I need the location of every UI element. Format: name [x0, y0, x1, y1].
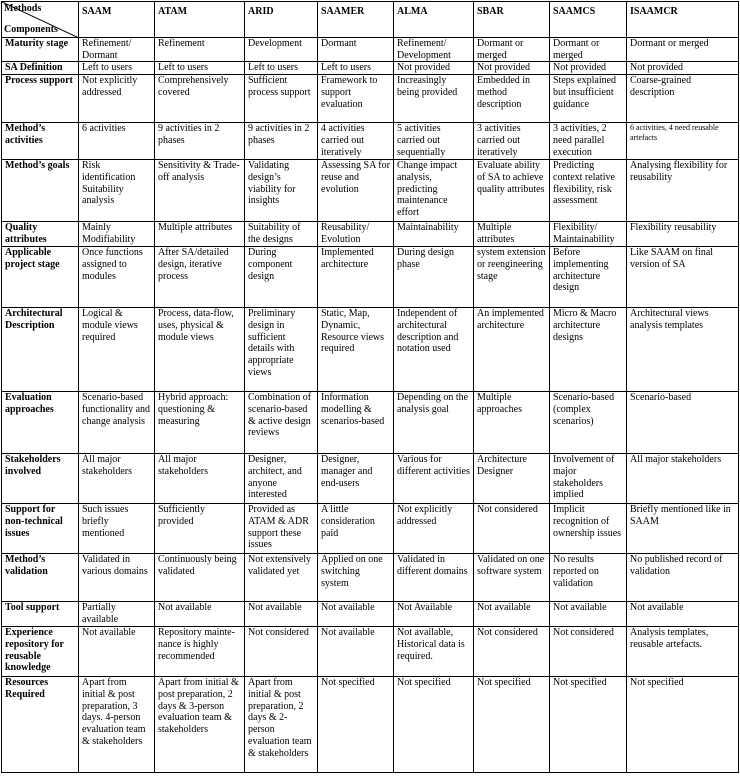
table-cell: Analysing flexibility for reusability — [627, 160, 739, 222]
table-cell: Assessing SA for reuse and evolution — [318, 160, 394, 222]
column-header: SAAM — [79, 2, 155, 38]
row-label: Method’s validation — [2, 554, 79, 602]
table-cell: Implicit recognition of ownership issues — [550, 504, 627, 554]
table-cell: Multiple attributes — [155, 222, 245, 247]
table-cell: Not extensively validated yet — [245, 554, 318, 602]
table-cell: Not specified — [627, 677, 739, 773]
table-cell: 6 activities — [79, 123, 155, 160]
table-cell: Not specified — [550, 677, 627, 773]
table-cell: During component design — [245, 247, 318, 308]
table-cell: Not specified — [318, 677, 394, 773]
table-cell: All major stakeholders — [627, 454, 739, 504]
row-label: Experience repository for reusable knowledge — [2, 627, 79, 677]
table-cell: Analysis templates, reusable artefacts. — [627, 627, 739, 677]
column-header: ARID — [245, 2, 318, 38]
table-cell: Sensitivity & Trade-off analysis — [155, 160, 245, 222]
row-label: Tool support — [2, 602, 79, 627]
table-cell: Logical & module views required — [79, 308, 155, 392]
table-cell: Not explicitly addressed — [394, 504, 474, 554]
table-cell: Refinement/ Dormant — [79, 38, 155, 62]
table-cell: Multiple approaches — [474, 392, 550, 454]
table-cell: Apart from initial & post preparation, 2 days & 3-person evaluation team & stakeholders — [155, 677, 245, 773]
table-cell: 6 activities, 4 need reusable artefacts — [627, 123, 739, 160]
column-header: SAAMCS — [550, 2, 627, 38]
table-cell: Process, data-flow, uses, physical & module views — [155, 308, 245, 392]
table-cell: Dormant or merged — [474, 38, 550, 62]
table-row — [2, 454, 739, 504]
table-cell: Designer, manager and end-users — [318, 454, 394, 504]
table-cell: Maintainability — [394, 222, 474, 247]
table-cell: Embedded in method description — [474, 75, 550, 123]
header-row — [2, 2, 739, 38]
table-cell: Not available — [318, 602, 394, 627]
table-cell: 9 activities in 2 phases — [155, 123, 245, 160]
table-cell: Risk identification Suitability analysis — [79, 160, 155, 222]
comparison-table — [1, 1, 739, 773]
table-cell: An implemented architecture — [474, 308, 550, 392]
table-cell: Steps explained but insufficient guidance — [550, 75, 627, 123]
corner-methods-label: Methods — [4, 3, 42, 14]
table-cell: Micro & Macro architecture designs — [550, 308, 627, 392]
table-cell: Sufficiently provided — [155, 504, 245, 554]
row-label: Quality attributes — [2, 222, 79, 247]
table-row — [2, 308, 739, 392]
table-row — [2, 160, 739, 222]
table-cell: Repository mainte-nance is highly recommended — [155, 627, 245, 677]
table-cell: Multiple attributes — [474, 222, 550, 247]
row-label: Evaluation approaches — [2, 392, 79, 454]
table-cell: During design phase — [394, 247, 474, 308]
table-cell: Development — [245, 38, 318, 62]
table-cell: Applied on one switching system — [318, 554, 394, 602]
table-row — [2, 677, 739, 773]
table-cell: Not available — [318, 627, 394, 677]
column-header: SBAR — [474, 2, 550, 38]
table-cell: Mainly Modifiability — [79, 222, 155, 247]
table-body — [2, 38, 739, 773]
table-cell: 5 activities carried out sequentially — [394, 123, 474, 160]
table-cell: Depending on the analysis goal — [394, 392, 474, 454]
column-header: ISAAMCR — [627, 2, 739, 38]
table-cell: Not considered — [550, 627, 627, 677]
row-label: Architectural Description — [2, 308, 79, 392]
table-cell: Not available, Historical data is required. — [394, 627, 474, 677]
table-cell: Left to users — [79, 62, 155, 75]
table-cell: Architectural views analysis templates — [627, 308, 739, 392]
table-cell: Provided as ATAM & ADR support these issues — [245, 504, 318, 554]
table-cell: Predicting context relative flexibility, risk assessment — [550, 160, 627, 222]
table-cell: Not specified — [474, 677, 550, 773]
table-cell: 3 activities, 2 need parallel execution — [550, 123, 627, 160]
table-row — [2, 123, 739, 160]
column-header: SAAMER — [318, 2, 394, 38]
table-cell: Refinement/ Development — [394, 38, 474, 62]
table-cell: Scenario-based functionality and change analysis — [79, 392, 155, 454]
table-cell: Not available — [245, 602, 318, 627]
table-cell: No published record of validation — [627, 554, 739, 602]
table-row — [2, 38, 739, 62]
table-cell: Not Available — [394, 602, 474, 627]
table-cell: All major stakeholders — [79, 454, 155, 504]
table-cell: system extension or reengineering stage — [474, 247, 550, 308]
row-label: Applicable project stage — [2, 247, 79, 308]
table-cell: Briefly mentioned like in SAAM — [627, 504, 739, 554]
table-cell: Change impact analysis, predicting maintenance effort — [394, 160, 474, 222]
table-row — [2, 75, 739, 123]
table-cell: Information modelling & scenarios-based — [318, 392, 394, 454]
row-label: Method’s goals — [2, 160, 79, 222]
table-cell: Not available — [550, 602, 627, 627]
table-row — [2, 554, 739, 602]
table-cell: Combination of scenario-based & active design reviews — [245, 392, 318, 454]
table-cell: Increasingly being provided — [394, 75, 474, 123]
table-cell: Reusability/ Evolution — [318, 222, 394, 247]
row-label: Resources Required — [2, 677, 79, 773]
row-label: Stakeholders involved — [2, 454, 79, 504]
table-cell: Involvement of major stakeholders implied — [550, 454, 627, 504]
table-cell: Hybrid approach: questioning & measuring — [155, 392, 245, 454]
column-header: ALMA — [394, 2, 474, 38]
table-cell: Evaluate ability of SA to achieve quality attributes — [474, 160, 550, 222]
table-cell: No results reported on validation — [550, 554, 627, 602]
table-cell: Apart from initial & post preparation, 2 days & 2-person evaluation team & stakeholders — [245, 677, 318, 773]
table-cell: Preliminary design in sufficient details with appropriate views — [245, 308, 318, 392]
corner-cell — [2, 2, 79, 38]
table-cell: Before implementing architecture design — [550, 247, 627, 308]
table-cell: Comprehensively covered — [155, 75, 245, 123]
table-cell: Scenario-based — [627, 392, 739, 454]
table-cell: Not provided — [627, 62, 739, 75]
table-cell: Once functions assigned to modules — [79, 247, 155, 308]
table-cell: Not available — [155, 602, 245, 627]
table-cell: Independent of architectural description and notation used — [394, 308, 474, 392]
table-cell: Not provided — [394, 62, 474, 75]
table-row — [2, 602, 739, 627]
row-label: Support for non-technical issues — [2, 504, 79, 554]
table-cell: Not provided — [550, 62, 627, 75]
row-label: Method’s activities — [2, 123, 79, 160]
table-cell: Such issues briefly mentioned — [79, 504, 155, 554]
table-cell: Not specified — [394, 677, 474, 773]
table-cell: 3 activities carried out iteratively — [474, 123, 550, 160]
corner-components-label: Components — [4, 24, 58, 36]
table-cell: Partially available — [79, 602, 155, 627]
table-cell: Flexibility reusability — [627, 222, 739, 247]
table-cell: Not available — [79, 627, 155, 677]
table-cell: After SA/detailed design, iterative process — [155, 247, 245, 308]
table-cell: Static, Map, Dynamic, Resource views required — [318, 308, 394, 392]
table-cell: Dormant or merged — [550, 38, 627, 62]
table-cell: Validated in different domains — [394, 554, 474, 602]
table-cell: Like SAAM on final version of SA — [627, 247, 739, 308]
table-row — [2, 392, 739, 454]
table-cell: Continuously being validated — [155, 554, 245, 602]
row-label: Maturity stage — [2, 38, 79, 62]
column-header: ATAM — [155, 2, 245, 38]
table-cell: Sufficient process support — [245, 75, 318, 123]
table-cell: Flexibility/ Maintainability — [550, 222, 627, 247]
table-cell: Scenario-based (complex scenarios) — [550, 392, 627, 454]
table-row — [2, 504, 739, 554]
table-row — [2, 62, 739, 75]
table-cell: All major stakeholders — [155, 454, 245, 504]
table-cell: Suitability of the designs — [245, 222, 318, 247]
table-cell: Not provided — [474, 62, 550, 75]
table-cell: Implemented architecture — [318, 247, 394, 308]
table-cell: Coarse-grained description — [627, 75, 739, 123]
table-cell: Apart from initial & post preparation, 3 days. 4-person evaluation team & stakeholders — [79, 677, 155, 773]
table-row — [2, 222, 739, 247]
table-cell: 9 activities in 2 phases — [245, 123, 318, 160]
table-cell: Left to users — [318, 62, 394, 75]
table-cell: Not considered — [474, 627, 550, 677]
table-cell: Dormant or merged — [627, 38, 739, 62]
table-cell: Refinement — [155, 38, 245, 62]
table-cell: Not explicitly addressed — [79, 75, 155, 123]
table-cell: Designer, architect, and anyone interested — [245, 454, 318, 504]
table-cell: Not considered — [245, 627, 318, 677]
table-cell: Architecture Designer — [474, 454, 550, 504]
table-cell: Validating design’s viability for insights — [245, 160, 318, 222]
table-cell: Not available — [627, 602, 739, 627]
table-cell: Various for different activities — [394, 454, 474, 504]
row-label: SA Definition — [2, 62, 79, 75]
table-cell: Left to users — [155, 62, 245, 75]
table-cell: Not available — [474, 602, 550, 627]
table-cell: Left to users — [245, 62, 318, 75]
table-row — [2, 247, 739, 308]
table-cell: 4 activities carried out iteratively — [318, 123, 394, 160]
table-cell: Validated in various domains — [79, 554, 155, 602]
table-cell: Validated on one software system — [474, 554, 550, 602]
table-cell: A little consideration paid — [318, 504, 394, 554]
table-row — [2, 627, 739, 677]
table-cell: Not considered — [474, 504, 550, 554]
row-label: Process support — [2, 75, 79, 123]
table-cell: Framework to support evaluation — [318, 75, 394, 123]
table-cell: Dormant — [318, 38, 394, 62]
